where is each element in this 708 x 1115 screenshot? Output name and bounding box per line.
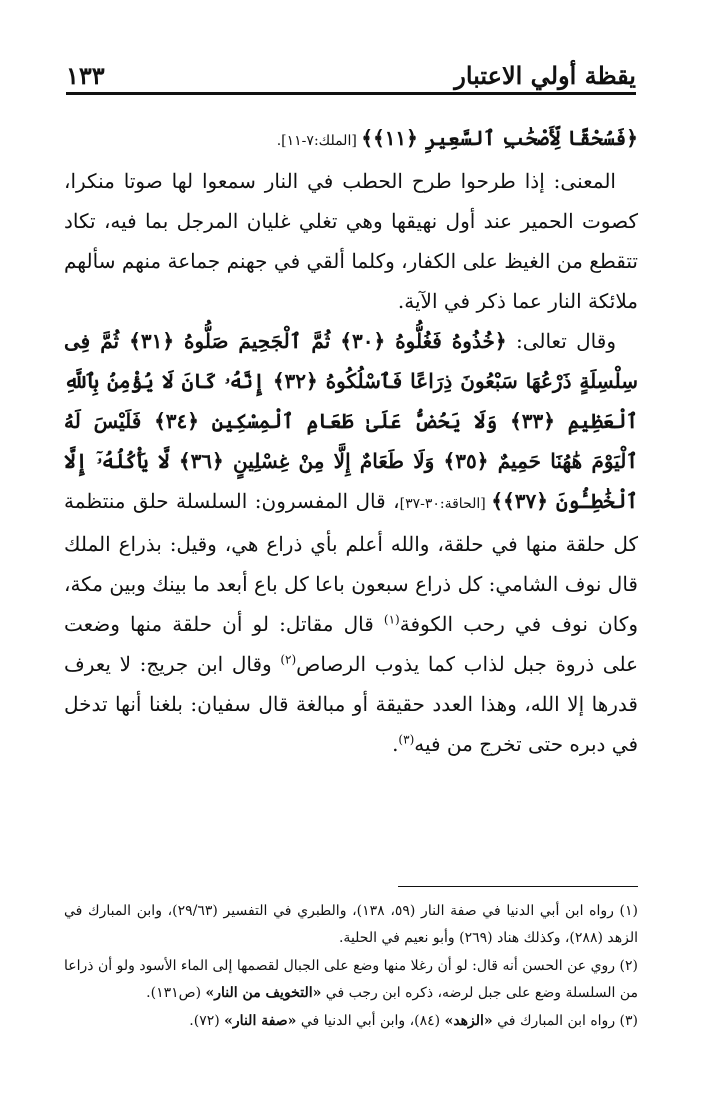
footnote-text: (٣) رواه ابن المبارك في — [492, 1013, 638, 1029]
book-title: يقظة أولي الاعتبار — [454, 61, 636, 90]
commentary-text: . — [392, 732, 399, 756]
page-header — [66, 46, 636, 95]
book-name: «صفة النار» — [224, 1013, 297, 1029]
meaning-paragraph: المعنى: إذا طرحوا طرح الحطب في النار سمعوا لها صوتا منكرا، كصوت الحمير عند أول نهيقها وهي تغلي غليان المرجل بما فيه، تكاد تتقطع من الغيظ على الكفار، وكلما ألقي في جهنم جماعة منهم سألهم ملائكة النار عما ذكر في الآية. — [64, 169, 638, 313]
footnotes — [64, 898, 638, 1036]
footnote-ref[interactable]: (٢) — [280, 652, 297, 667]
quran-verse: ﴿خُذُوهُ فَغُلُّوهُ ﴿٣٠﴾ ثُمَّ ٱلْجَحِيمَ صَلُّوهُ ﴿٣١﴾ ثُمَّ فِى سِلْسِلَةٍ ذَرْعُهَا سَبْعُونَ ذِرَاعًا فَٱسْلُكُوهُ ﴿٣٢﴾ إِنَّهُۥ كَانَ لَا يُؤْمِنُ بِٱللَّهِ ٱلْعَظِيمِ ﴿٣٣﴾ وَلَا يَحُضُّ عَلَىٰ طَعَامِ ٱلْمِسْكِينِ ﴿٣٤﴾ فَلَيْسَ لَهُ ٱلْيَوْمَ هَٰهُنَا حَمِيمٌ ﴿٣٥﴾ وَلَا طَعَامٌ إِلَّا مِنْ غِسْلِينٍ ﴿٣٦﴾ لَّا يَأْكُلُهُۥٓ إِلَّا ٱلْخَٰطِـُٔونَ ﴿٣٧﴾﴾ — [64, 329, 639, 513]
page-number: ١٣٣ — [66, 61, 105, 90]
book-name: «الزهد» — [444, 1013, 493, 1029]
footnote-1: (١) رواه ابن أبي الدنيا في صفة النار (٥٩، ١٣٨)، والطبري في التفسير (٢٩/٦٣)، وابن المبارك في الزهد (٢٨٨)، وكذلك هناد (٢٦٩) وأبو نعيم في الحلية. — [64, 903, 639, 946]
footnote-text: (٨٤)، وابن أبي الدنيا في — [296, 1013, 445, 1029]
main-text — [64, 118, 638, 764]
commentary-text: وقال ابن جريج: لا يعرف قدرها إلا الله، وهذا العدد حقيقة أو مبالغة قال سفيان: بلغنا أنها تدخل في دبره حتى تخرج من فيه — [64, 652, 638, 756]
commentary-text: ، قال المفسرون: السلسلة حلق منتظمة كل حلقة منها في حلقة، والله أعلم بأي ذراع هي، وقيل: بذراع الملك قال نوف الشامي: كل ذراع سبعون باعا كل باع أبعد ما بينك وبين مكة، وكان نوف في رحب الكوفة — [64, 489, 638, 636]
footnote-ref[interactable]: (٣) — [398, 732, 415, 747]
haqqah-paragraph — [64, 321, 638, 764]
footnote-ref[interactable]: (١) — [383, 612, 400, 627]
intro-text: وقال تعالى: — [506, 329, 616, 353]
verse-reference: [الملك:٧-١١]. — [276, 133, 362, 149]
footnote-2 — [64, 953, 638, 1007]
footnote-divider — [398, 886, 638, 887]
commentary-text: قال مقاتل: لو أن حلقة منها وضعت على ذروة جبل لذاب كما يذوب الرصاص — [64, 612, 638, 676]
book-name: «التخويف من النار» — [205, 985, 322, 1001]
footnote-3 — [64, 1008, 638, 1035]
footnote-text: (٧٢). — [189, 1013, 225, 1029]
quran-verse: ﴿فَسُحْقًا لِّأَصْحَٰبِ ٱلسَّعِيرِ ﴿١١﴾﴾ — [361, 126, 638, 150]
footnote-text: (ص١٣١). — [146, 985, 206, 1001]
verse-line-mulk — [64, 118, 638, 161]
verse-reference: [الحاقة:٣٠-٣٧] — [399, 496, 492, 512]
footnote-text: (٢) روي عن الحسن أنه قال: لو أن رغلا منها وضع على الجبال لقصمها إلى الماء الأسود ولو أن ذراعا من السلسلة وضع على جبل لرضه، ذكره ابن رجب في — [64, 958, 638, 1001]
